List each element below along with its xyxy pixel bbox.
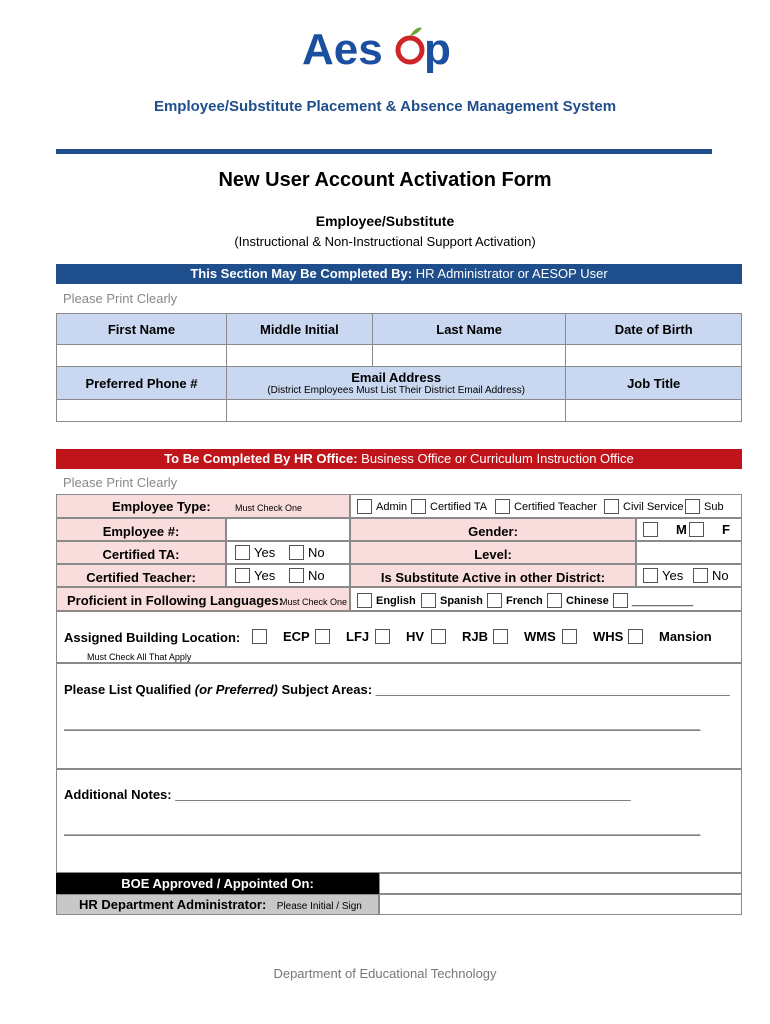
aesop-logo-graphic: [300, 18, 470, 78]
additional-notes-section[interactable]: [56, 769, 742, 873]
logo-wordmark: Aes: [302, 25, 383, 74]
footer-text: Department of Educational Technology: [273, 966, 497, 981]
building-hv[interactable]: HV: [375, 629, 424, 644]
print-note-1: Please Print Clearly: [63, 291, 178, 306]
gender-f[interactable]: F: [689, 522, 730, 537]
certified-ta-options: [226, 541, 350, 564]
email-header: [226, 367, 565, 400]
type-sub[interactable]: Sub: [685, 499, 724, 514]
sub-active-cell: Is Substitute Active in other District:: [350, 564, 636, 587]
lang-spanish[interactable]: Spanish: [421, 593, 483, 608]
certified-ta-cell: Certified TA:: [56, 541, 226, 564]
building-wms[interactable]: WMS: [493, 629, 556, 644]
job-title-field[interactable]: [566, 400, 742, 422]
employee-type-label: Employee Type:: [112, 499, 211, 514]
hr-admin-cell: [56, 894, 379, 915]
certified-ta-yes[interactable]: Yes: [235, 545, 275, 560]
first-name-field[interactable]: [57, 345, 227, 367]
checkbox[interactable]: [357, 499, 372, 514]
middle-initial-field[interactable]: [226, 345, 372, 367]
hr-admin-note: Please Initial / Sign: [276, 901, 362, 912]
hr-admin-label: HR Department Administrator:: [79, 897, 267, 912]
job-title-header: Job Title: [566, 367, 742, 400]
print-note-2: Please Print Clearly: [63, 475, 178, 490]
section2-bar-bold: To Be Completed By HR Office:: [164, 451, 358, 466]
type-certified-ta[interactable]: Certified TA: [411, 499, 487, 514]
languages-options: [350, 587, 742, 611]
email-header-note: (District Employees Must List Their District Email Address): [267, 385, 525, 396]
dob-field[interactable]: [566, 345, 742, 367]
building-rjb[interactable]: RJB: [431, 629, 488, 644]
building-ecp[interactable]: ECP: [252, 629, 310, 644]
lang-chinese[interactable]: Chinese: [547, 593, 609, 608]
languages-note: Must Check One: [280, 597, 348, 607]
languages-label: Proficient in Following Languages:: [67, 593, 283, 608]
employee-num-field[interactable]: [226, 518, 350, 541]
checkbox[interactable]: [604, 499, 619, 514]
certified-teacher-no[interactable]: No: [289, 568, 325, 583]
boe-approved-label: BOE Approved / Appointed On:: [56, 873, 379, 894]
phone-field[interactable]: [57, 400, 227, 422]
building-label: Assigned Building Location:: [64, 630, 241, 645]
building-mansion[interactable]: Mansion: [628, 629, 712, 644]
section1-bar-bold: This Section May Be Completed By:: [190, 266, 413, 281]
building-lfj[interactable]: LFJ: [315, 629, 369, 644]
certified-ta-no[interactable]: No: [289, 545, 325, 560]
employee-type-note: Must Check One: [235, 503, 303, 513]
languages-cell: [56, 587, 350, 611]
type-civil-service[interactable]: Civil Service: [604, 499, 684, 514]
section1-bar-text: HR Administrator or AESOP User: [412, 266, 608, 281]
lang-french[interactable]: French: [487, 593, 543, 608]
sub-active-no[interactable]: No: [693, 568, 729, 583]
type-certified-teacher[interactable]: Certified Teacher: [495, 499, 597, 514]
checkbox[interactable]: [685, 499, 700, 514]
certified-teacher-options: [226, 564, 350, 587]
last-name-header: Last Name: [372, 314, 565, 345]
hr-admin-field[interactable]: [379, 894, 742, 915]
section1-bar: [56, 264, 742, 284]
subject-areas-section[interactable]: [56, 663, 742, 769]
middle-initial-header: Middle Initial: [226, 314, 372, 345]
certified-teacher-yes[interactable]: Yes: [235, 568, 275, 583]
aesop-logo: [300, 18, 470, 78]
employee-type-cell: [56, 494, 350, 518]
additional-notes-label: Additional Notes: _______________________________________________________________: [64, 787, 631, 802]
sub-active-yes[interactable]: Yes: [643, 568, 683, 583]
certified-teacher-cell: Certified Teacher:: [56, 564, 226, 587]
subject-areas-label: Please List Qualified (or Preferred) Subject Areas: _________________________________________________: [64, 682, 730, 697]
section2-bar-text: Business Office or Curriculum Instruction Office: [357, 451, 634, 466]
gender-cell: Gender:: [350, 518, 636, 541]
lang-other[interactable]: __________: [613, 593, 693, 608]
email-header-label: Email Address: [351, 370, 442, 385]
level-field[interactable]: [636, 541, 742, 564]
checkbox[interactable]: [411, 499, 426, 514]
first-name-header: First Name: [57, 314, 227, 345]
form-subtitle: Employee/Substitute: [315, 213, 455, 229]
employee-num-cell: Employee #:: [56, 518, 226, 541]
phone-header: Preferred Phone #: [57, 367, 227, 400]
checkbox[interactable]: [495, 499, 510, 514]
type-admin[interactable]: Admin: [357, 499, 407, 514]
gender-options: [636, 518, 742, 541]
personal-info-table: [56, 313, 742, 422]
level-cell: Level:: [350, 541, 636, 564]
svg-text:p: p: [424, 25, 451, 74]
gender-m[interactable]: M: [643, 522, 687, 537]
email-field[interactable]: [226, 400, 565, 422]
building-whs[interactable]: WHS: [562, 629, 623, 644]
building-location-section: [56, 611, 742, 663]
subject-areas-line: ________________________________________________________________________________________: [64, 716, 701, 731]
additional-notes-line: ________________________________________________________________________________________: [64, 821, 701, 836]
sub-active-options: [636, 564, 742, 587]
last-name-field[interactable]: [372, 345, 565, 367]
lang-english[interactable]: English: [357, 593, 416, 608]
form-note: (Instructional & Non-Instructional Support Activation): [234, 234, 536, 249]
employee-type-options: [350, 494, 742, 518]
dob-header: Date of Birth: [566, 314, 742, 345]
building-note: Must Check All That Apply: [87, 652, 192, 662]
form-title: New User Account Activation Form: [218, 169, 552, 191]
system-subtitle: Employee/Substitute Placement & Absence Management System: [153, 98, 617, 115]
section2-bar: [56, 449, 742, 469]
divider-rule: [56, 149, 712, 154]
boe-approved-field[interactable]: [379, 873, 742, 894]
